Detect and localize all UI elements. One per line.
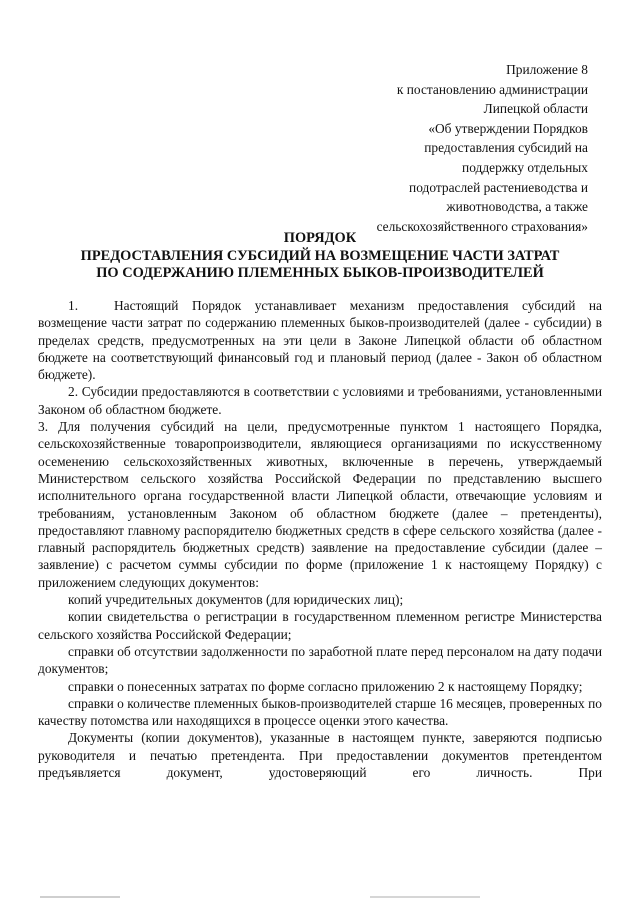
list-item: копии свидетельства о регистрации в государственном племенном регистре Министерства сельского хозяйства Российской Федерации; <box>38 609 602 642</box>
paragraph-number: 1. <box>68 298 79 313</box>
title-line: ПО СОДЕРЖАНИЮ ПЛЕМЕННЫХ БЫКОВ-ПРОИЗВОДИТЕЛЕЙ <box>96 265 544 281</box>
annex-line: к постановлению администрации <box>396 81 588 97</box>
list-item: копий учредительных документов (для юридических лиц); <box>68 592 404 608</box>
document-title <box>38 230 602 283</box>
annex-line: сельскохозяйственного страхования» <box>376 218 588 234</box>
list-item: справки о понесенных затратах по форме согласно приложению 2 к настоящему Порядку; <box>68 678 583 694</box>
annex-line: «Об утверждении Порядков <box>428 120 588 136</box>
list-item: справки об отсутствии задолженности по заработной плате перед персоналом на дату подачи документов; <box>38 643 602 677</box>
paragraph-4: Документы (копии документов), указанные в настоящем пункте, заверяются подписью руководителя и печатью претендента. При предоставлении документов претендентом предъявляется документ, удостоверяющий его личность. При <box>38 730 602 781</box>
annex-line: Приложение 8 <box>506 62 588 77</box>
annex-header <box>288 60 588 236</box>
annex-line: поддержку отдельных <box>462 159 588 175</box>
document-body <box>38 297 602 781</box>
title-line: ПРЕДОСТАВЛЕНИЯ СУБСИДИЙ НА ВОЗМЕЩЕНИЕ ЧАСТИ ЗАТРАТ <box>80 247 560 264</box>
scan-edge-artifact <box>0 896 640 898</box>
list-item: справки о количестве племенных быков-производителей старше 16 месяцев, проверенных по качеству потомства или находящихся в процессе оценки этого качества. <box>38 695 602 729</box>
title-line: ПОРЯДОК <box>283 230 357 246</box>
annex-line: предоставления субсидий на <box>424 140 588 156</box>
paragraph-3: 3. Для получения субсидий на цели, предусмотренные пунктом 1 настоящего Порядка, сельскохозяйственные товаропроизводители, являющиеся организациями по искусственному осеменению сельскохозяйственных животных, включенные в перечень, утверждаемый Министерством сельского хозяйства Российской Федерации по представлению высшего исполнительного органа государственной власти Липецкой области, отвечающие условиям и требованиям, установленным Законом об областном бюджете (далее – претенденты), предоставляют главному распорядителю бюджетных средств в сфере сельского хозяйства (далее - главный распорядитель бюджетных средств) заявление на предоставление субсидии (далее – заявление) с расчетом суммы субсидии по форме (приложение 1 к настоящему Порядку) с приложением следующих документов: <box>38 419 602 590</box>
annex-line: животноводства, а также <box>446 199 588 215</box>
paragraph-2: 2. Субсидии предоставляются в соответствии с условиями и требованиями, установленными Законом об областном бюджете. <box>38 384 602 417</box>
annex-line: подотраслей растениеводства и <box>409 179 588 195</box>
annex-line: Липецкой области <box>483 101 588 117</box>
paragraph-text: Настоящий Порядок устанавливает механизм предоставления субсидий на возмещение части затрат по содержанию племенных быков-производителей (далее - субсидии) в пределах средств, предусмотренных на эти цели в Законе Липецкой области об областном бюджете на соответствующий финансовый год и плановый период (далее - Закон об областном бюджете). <box>38 298 602 383</box>
paragraph-1 <box>38 297 602 383</box>
